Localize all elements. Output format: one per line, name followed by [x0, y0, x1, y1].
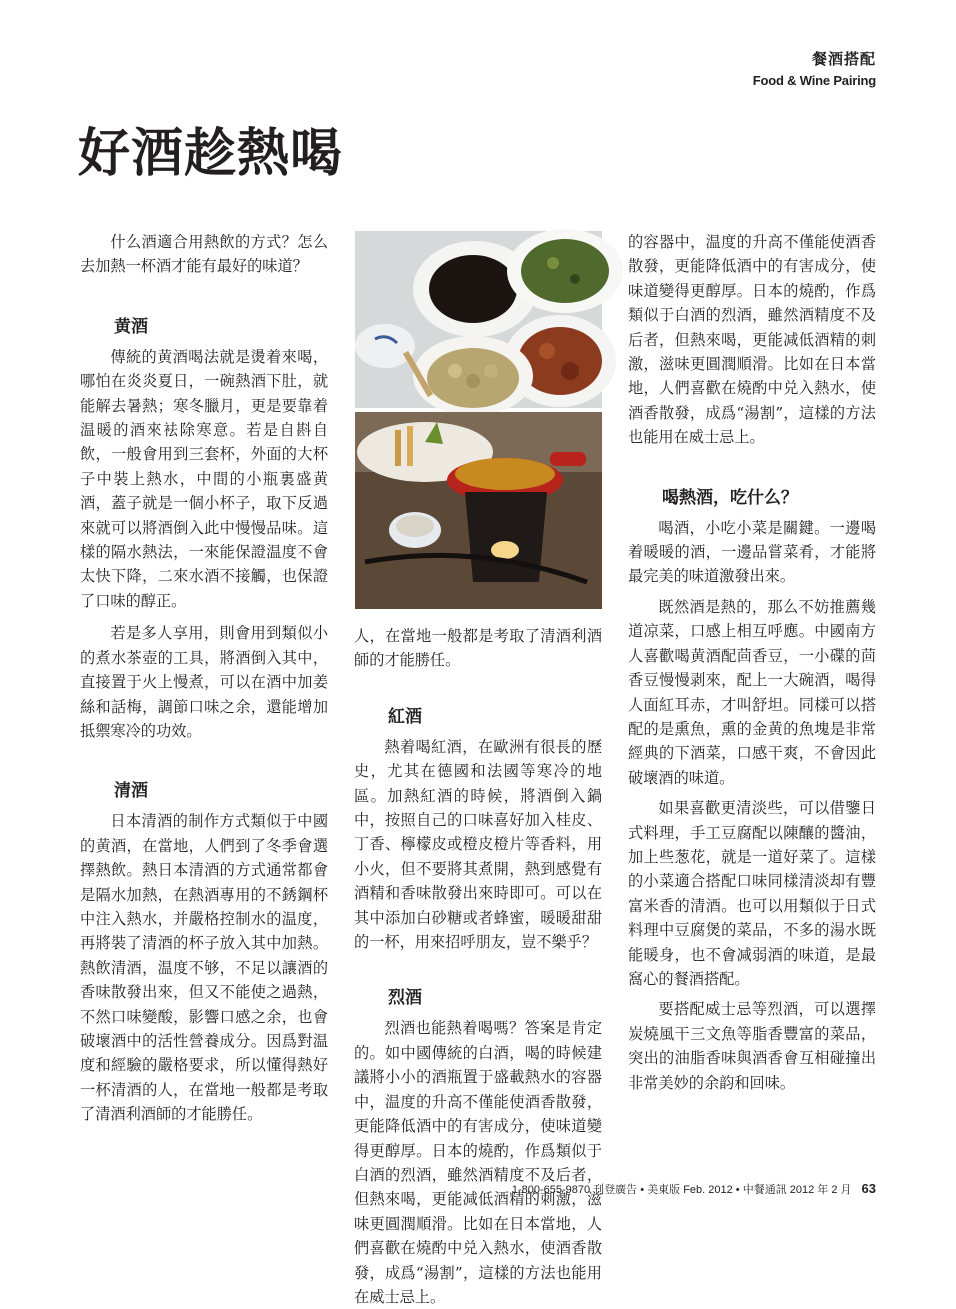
heading-pairing: 喝熱酒，吃什么？ [662, 487, 798, 508]
heading-spirits: 烈酒 [388, 988, 422, 1009]
pairing-paragraph-2: 既然酒是熱的，那么不妨推薦幾道凉菜，口感上相互呼應。中國南方人喜歡喝黄酒配茴香豆，一小碟的茴香豆慢慢剥來，配上一大碗酒，喝得人面紅耳赤，才叫舒坦。同樣可以搭配的是熏魚，熏的金黄的魚塊是非常經典的下酒菜，口感干爽，不會因此破壞酒的味道。 [628, 597, 876, 787]
photo-sake-warmer [355, 412, 602, 609]
heading-sake: 清酒 [114, 781, 148, 802]
spirits-paragraph-continued: 的容器中，温度的升高不僅能使酒香散發，更能降低酒中的有害成分，使味道變得更醇厚。日本的燒酌，作爲類似于白酒的烈酒，雖然酒精度不及后者，但熱來喝，更能减低酒精的刺激，滋味更圓潤順滑。比如在日本當地，人們喜歡在燒酌中兑入熱水，使酒香散發，成爲“湯割”，這樣的方法也能用在威士忌上。 [628, 233, 876, 447]
redwine-paragraph: 熱着喝紅酒，在歐洲有很長的歷史，尤其在德國和法國等寒冷的地區。加熱紅酒的時候，將酒倒入鍋中，按照自己的口味喜好加入桂皮、丁香、檸檬皮或橙皮橙片等香料，用小火，但不要將其煮開，熱到感覺有酒精和香味散發出來時即可。可以在其中添加白砂糖或者蜂蜜，暖暖甜甜的一杯，用來招呼朋友，豈不樂乎？ [354, 737, 602, 952]
spirits-paragraph: 烈酒也能熱着喝嗎？答案是肯定的。如中國傳統的白酒，喝的時候建議將小小的酒瓶置于盛載熱水的容器中，温度的升高不僅能使酒香散發，更能降低酒中的有害成分，使味道變得更醇厚。日本的燒酌，作爲類似于白酒的烈酒，雖然酒精度不及后者，但熱來喝，更能减低酒精的刺激，滋味更圓潤順滑。比如在日本當地，人們喜歡在燒酌中兑入熱水，使酒香散發，成爲“湯割”，這樣的方法也能用在威士忌上。 [354, 1019, 602, 1306]
column-3 [628, 230, 876, 1095]
heading-huangjiu: 黄酒 [114, 316, 148, 337]
column-2 [354, 624, 602, 1306]
huangjiu-paragraph-2: 若是多人享用，則會用到類似小的煮水茶壺的工具，將酒倒入其中，直接置于火上慢煮，可以在酒中加姜絲和話梅，調節口味之余，還能增加抵禦寒冷的功效。 [80, 624, 328, 740]
photo-appetizers [355, 231, 602, 408]
page-footer [512, 1181, 876, 1197]
footer-text: 1-800-655-9870 刊登廣告 • 美東版 Feb. 2012 • 中餐通訊 2012 年 2 月 [511, 1184, 852, 1196]
appetizer-dishes-illustration [355, 231, 602, 408]
article-title: 好酒趁熱喝 [78, 123, 344, 184]
section-tag [753, 48, 876, 88]
sake-warmer-illustration [355, 412, 602, 609]
section-label-zh: 餐酒搭配 [811, 50, 876, 68]
section-label-en: Food & Wine Pairing [752, 73, 876, 88]
intro-paragraph: 什么酒適合用熱飲的方式？怎么去加熱一杯酒才能有最好的味道？ [80, 233, 328, 276]
pairing-paragraph-3: 如果喜歡更清淡些，可以借鑒日式料理，手工豆腐配以陳釀的醬油，加上些葱花，就是一道好菜了。這樣的小菜適合搭配口味同樣清淡却有豐富米香的清酒。也可以用類似于日式料理中豆腐煲的菜品，不多的湯水既能暖身，也不會减弱酒的味道，是最窩心的餐酒搭配。 [628, 799, 876, 988]
heading-redwine: 紅酒 [388, 706, 422, 727]
page-number: 63 [861, 1181, 876, 1196]
pairing-paragraph-1: 喝酒，小吃小菜是關鍵。一邊喝着暖暖的酒，一邊品嘗菜肴，才能將最完美的味道激發出來。 [628, 518, 876, 586]
huangjiu-paragraph-1: 傳統的黄酒喝法就是燙着來喝，哪怕在炎炎夏日，一碗熱酒下肚，就能解去暑熱；寒冬臘月，更是要靠着温暖的酒來袪除寒意。若是自斟自飲，一般會用到三套杯，外面的大杯子中裝上熱水，中間的小瓶裏盛黄酒，蓋子就是一個小杯子，取下反過來就可以將酒倒入此中慢慢品味。這樣的隔水熱法，一來能保證温度不會太快下降，二來水酒不接觸，也保證了口味的醇正。 [80, 347, 328, 610]
sake-paragraph: 日本清酒的制作方式類似于中國的黄酒，在當地，人們到了冬季會選擇熱飲。熱日本清酒的方式通常都會是隔水加熱，在熱酒專用的不銹鋼杯中注入熱水，并嚴格控制水的温度，再將裝了清酒的杯子放入其中加熱。熱飲清酒，温度不够，不足以讓酒的香味散發出來，但又不能使之過熱，不然口味變酸，影響口感之余，也會破壞酒中的活性營養成分。因爲對温度和經驗的嚴格要求，所以懂得熱好一杯清酒的人，在當地一般都是考取了清酒利酒師的才能勝任。 [80, 812, 328, 1124]
sake-paragraph-continued: 人，在當地一般都是考取了清酒利酒師的才能勝任。 [354, 627, 602, 670]
column-1 [80, 230, 328, 1127]
pairing-paragraph-4: 要搭配威士忌等烈酒，可以選擇炭燒風干三文魚等脂香豐富的菜品，突出的油脂香味與酒香會互相碰撞出非常美妙的余韵和回味。 [628, 1000, 876, 1092]
